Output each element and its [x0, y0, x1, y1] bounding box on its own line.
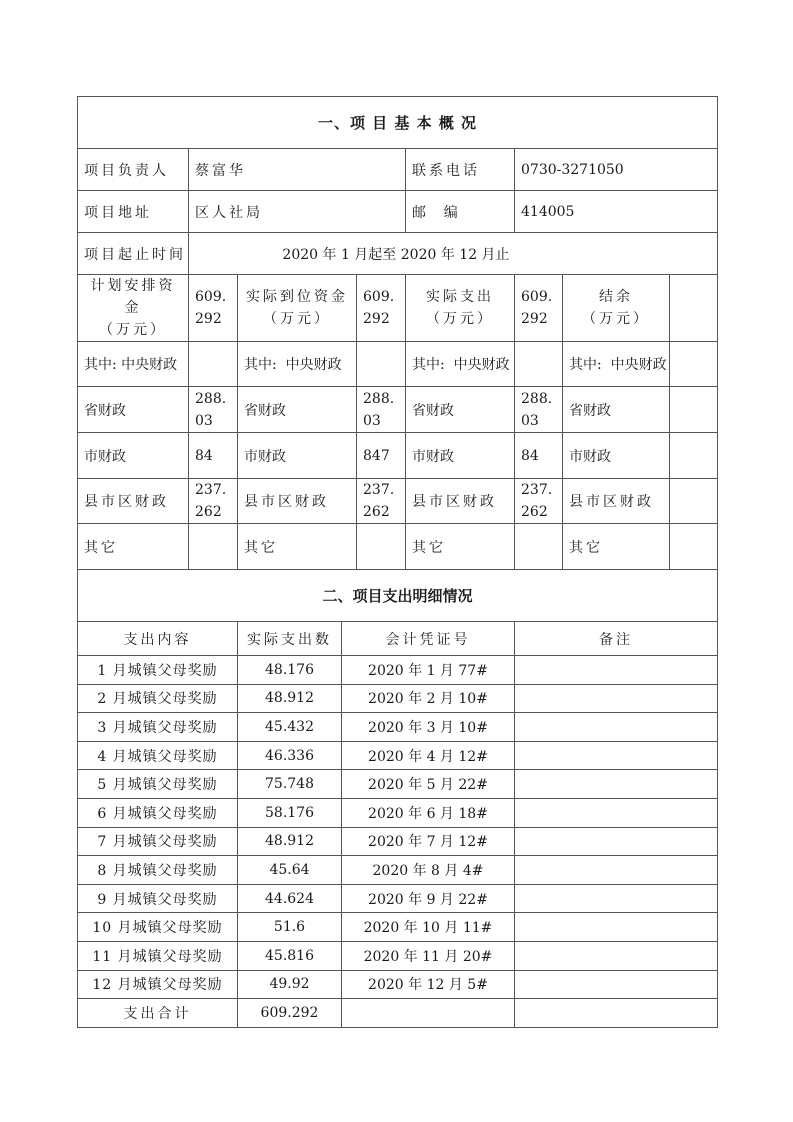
funds-value: 288. 03: [515, 387, 563, 433]
postcode-value: 414005: [515, 191, 718, 233]
funds-label: 市财政: [406, 433, 515, 479]
funds-label: 其中: 中央财政: [563, 342, 670, 387]
expense-total-row: [78, 999, 718, 1028]
header-note: 备注: [515, 622, 718, 656]
total-label: 支出合计: [78, 999, 238, 1028]
funds-value: [357, 524, 406, 570]
expense-amount: 45.816: [238, 941, 342, 970]
funds-header-label: 实际到位资金 （万元）: [238, 275, 357, 342]
header-amount: 实际支出数: [238, 622, 342, 656]
expense-row: [78, 741, 718, 770]
funds-label: 省财政: [78, 387, 189, 433]
expense-amount: 51.6: [238, 913, 342, 942]
expense-note: [515, 941, 718, 970]
leader-value: 蔡富华: [189, 149, 406, 191]
expense-note: [515, 770, 718, 799]
expense-amount: 46.336: [238, 741, 342, 770]
expense-amount: 49.92: [238, 970, 342, 999]
funds-label: 其中: 中央财政: [406, 342, 515, 387]
expense-header-row: [78, 622, 718, 656]
funds-label: 县市区财政: [563, 479, 670, 524]
funds-label: 其它: [406, 524, 515, 570]
funds-value: [670, 524, 718, 570]
funds-value: [670, 479, 718, 524]
expense-row: [78, 684, 718, 713]
funds-label: 省财政: [563, 387, 670, 433]
funds-value: 84: [189, 433, 238, 479]
expense-voucher: 2020 年 5 月 22#: [342, 770, 515, 799]
expense-content: 9 月城镇父母奖励: [78, 884, 238, 913]
funds-header-value: 609. 292: [515, 275, 563, 342]
expense-row: [78, 713, 718, 742]
total-voucher: [342, 999, 515, 1028]
postcode-label: 邮 编: [406, 191, 515, 233]
expense-row: [78, 798, 718, 827]
expense-amount: 75.748: [238, 770, 342, 799]
funds-label: 市财政: [238, 433, 357, 479]
expense-content: 10 月城镇父母奖励: [78, 913, 238, 942]
funds-row-county: [78, 479, 718, 524]
expense-row: [78, 884, 718, 913]
expense-voucher: 2020 年 12 月 5#: [342, 970, 515, 999]
total-note: [515, 999, 718, 1028]
section2-title: 二、项目支出明细情况: [78, 570, 718, 622]
expense-voucher: 2020 年 10 月 11#: [342, 913, 515, 942]
funds-header-label: 实际支出 （万元）: [406, 275, 515, 342]
expense-voucher: 2020 年 3 月 10#: [342, 713, 515, 742]
expense-note: [515, 913, 718, 942]
phone-value: 0730-3271050: [515, 149, 718, 191]
expense-voucher: 2020 年 4 月 12#: [342, 741, 515, 770]
expense-note: [515, 741, 718, 770]
funds-value: [189, 524, 238, 570]
expense-amount: 58.176: [238, 798, 342, 827]
funds-header-row: [78, 275, 718, 342]
funds-value: 288. 03: [357, 387, 406, 433]
period-value: 2020 年 1 月起至 2020 年 12 月止: [189, 233, 718, 275]
expense-row: [78, 827, 718, 856]
funds-label: 县市区财政: [406, 479, 515, 524]
funds-label: 县市区财政: [78, 479, 189, 524]
expense-amount: 48.176: [238, 656, 342, 685]
funds-row-province: [78, 387, 718, 433]
project-overview-table: [77, 96, 718, 570]
project-report-sheet: [77, 96, 717, 1028]
expense-detail-table: [77, 569, 718, 1028]
funds-label: 市财政: [78, 433, 189, 479]
header-content: 支出内容: [78, 622, 238, 656]
funds-value: [515, 342, 563, 387]
funds-label: 省财政: [406, 387, 515, 433]
expense-amount: 44.624: [238, 884, 342, 913]
expense-voucher: 2020 年 11 月 20#: [342, 941, 515, 970]
expense-content: 2 月城镇父母奖励: [78, 684, 238, 713]
phone-label: 联系电话: [406, 149, 515, 191]
funds-value: 847: [357, 433, 406, 479]
expense-note: [515, 884, 718, 913]
funds-row-central: [78, 342, 718, 387]
expense-content: 5 月城镇父母奖励: [78, 770, 238, 799]
funds-value: 237. 262: [357, 479, 406, 524]
expense-row: [78, 941, 718, 970]
funds-label: 其中: 中央财政: [238, 342, 357, 387]
section1-title: 一、项 目 基 本 概 况: [78, 97, 718, 149]
funds-label: 其它: [78, 524, 189, 570]
funds-value: [515, 524, 563, 570]
funds-value: [670, 433, 718, 479]
expense-note: [515, 856, 718, 885]
funds-value: [189, 342, 238, 387]
expense-content: 3 月城镇父母奖励: [78, 713, 238, 742]
expense-amount: 48.912: [238, 684, 342, 713]
expense-note: [515, 798, 718, 827]
expense-amount: 48.912: [238, 827, 342, 856]
expense-voucher: 2020 年 2 月 10#: [342, 684, 515, 713]
address-label: 项目地址: [78, 191, 189, 233]
header-voucher: 会计凭证号: [342, 622, 515, 656]
funds-header-value: [670, 275, 718, 342]
expense-amount: 45.432: [238, 713, 342, 742]
funds-label: 县市区财政: [238, 479, 357, 524]
funds-label: 省财政: [238, 387, 357, 433]
funds-row-other: [78, 524, 718, 570]
expense-note: [515, 713, 718, 742]
total-amount: 609.292: [238, 999, 342, 1028]
expense-content: 11 月城镇父母奖励: [78, 941, 238, 970]
expense-note: [515, 684, 718, 713]
expense-row: [78, 770, 718, 799]
expense-row: [78, 913, 718, 942]
funds-value: 237. 262: [189, 479, 238, 524]
expense-voucher: 2020 年 1 月 77#: [342, 656, 515, 685]
funds-label: 其它: [563, 524, 670, 570]
funds-label: 市财政: [563, 433, 670, 479]
funds-row-city: [78, 433, 718, 479]
expense-row: [78, 970, 718, 999]
funds-value: 237. 262: [515, 479, 563, 524]
expense-content: 8 月城镇父母奖励: [78, 856, 238, 885]
leader-label: 项目负责人: [78, 149, 189, 191]
period-label: 项目起止时间: [78, 233, 189, 275]
funds-value: 84: [515, 433, 563, 479]
funds-header-label: 结余 （万元）: [563, 275, 670, 342]
funds-value: [357, 342, 406, 387]
expense-voucher: 2020 年 7 月 12#: [342, 827, 515, 856]
funds-value: [670, 342, 718, 387]
expense-content: 7 月城镇父母奖励: [78, 827, 238, 856]
expense-content: 6 月城镇父母奖励: [78, 798, 238, 827]
expense-row: [78, 856, 718, 885]
expense-row: [78, 656, 718, 685]
expense-note: [515, 827, 718, 856]
funds-value: [670, 387, 718, 433]
funds-header-value: 609. 292: [357, 275, 406, 342]
expense-voucher: 2020 年 6 月 18#: [342, 798, 515, 827]
expense-note: [515, 970, 718, 999]
expense-voucher: 2020 年 9 月 22#: [342, 884, 515, 913]
funds-label: 其中: 中央财政: [78, 342, 189, 387]
expense-content: 12 月城镇父母奖励: [78, 970, 238, 999]
expense-voucher: 2020 年 8 月 4#: [342, 856, 515, 885]
expense-note: [515, 656, 718, 685]
funds-header-label: 计划安排资金 （万元）: [78, 275, 189, 342]
address-value: 区人社局: [189, 191, 406, 233]
expense-content: 1 月城镇父母奖励: [78, 656, 238, 685]
funds-label: 其它: [238, 524, 357, 570]
funds-value: 288. 03: [189, 387, 238, 433]
funds-header-value: 609. 292: [189, 275, 238, 342]
expense-content: 4 月城镇父母奖励: [78, 741, 238, 770]
expense-amount: 45.64: [238, 856, 342, 885]
